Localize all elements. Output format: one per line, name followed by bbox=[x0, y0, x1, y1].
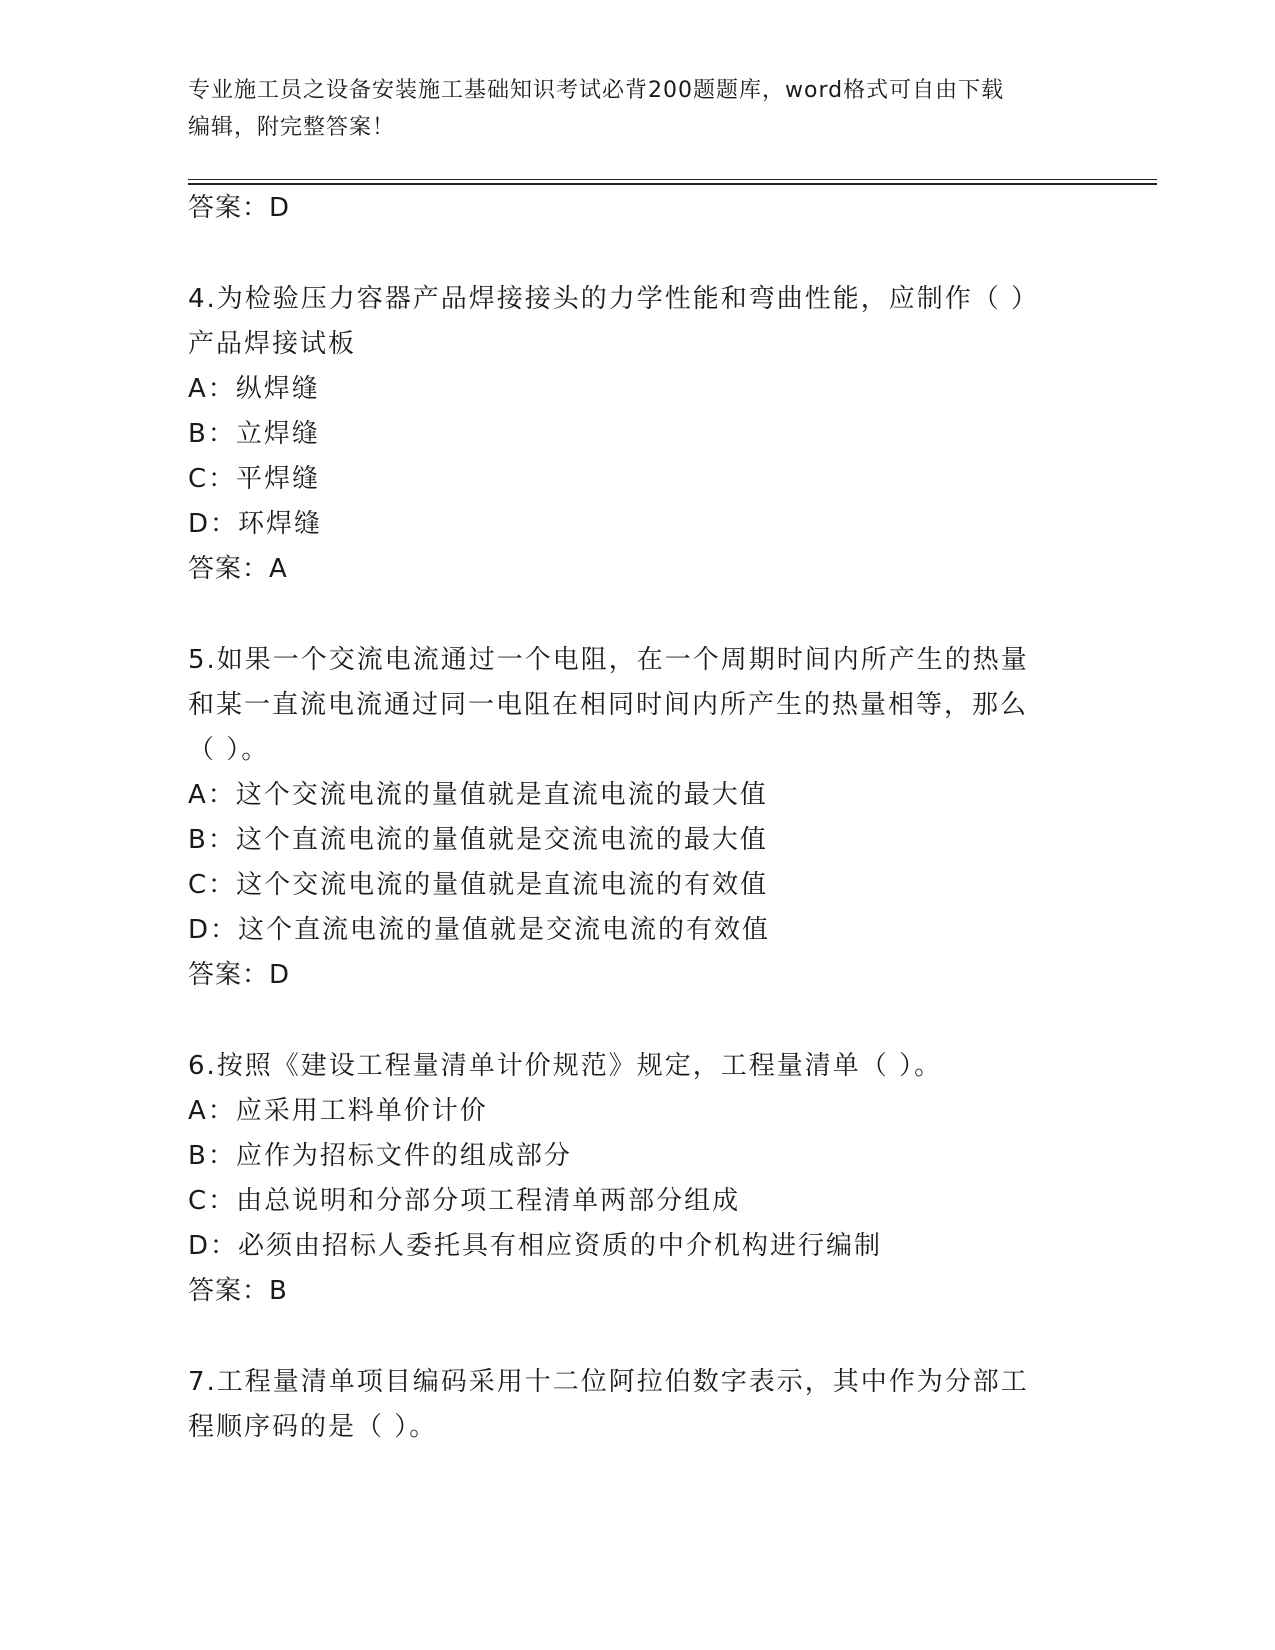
question-5-option-b: B：这个直流电流的量值就是交流电流的最大值 bbox=[188, 825, 768, 855]
header-divider-thick bbox=[188, 183, 1157, 185]
question-4-option-a: A：纵焊缝 bbox=[188, 374, 320, 404]
document-header bbox=[188, 72, 1068, 146]
answer-q4: 答案：A bbox=[188, 554, 288, 584]
question-6-option-a: A：应采用工料单价计价 bbox=[188, 1096, 488, 1126]
question-5-stem-line-1: 5.如果一个交流电流通过一个电阻，在一个周期时间内所产生的热量 bbox=[188, 645, 1029, 675]
question-6-option-d: D：必须由招标人委托具有相应资质的中介机构进行编制 bbox=[188, 1231, 883, 1261]
question-7-stem-line-1: 7.工程量清单项目编码采用十二位阿拉伯数字表示，其中作为分部工 bbox=[188, 1367, 1029, 1397]
header-divider-thin bbox=[188, 179, 1157, 180]
question-4-option-b: B：立焊缝 bbox=[188, 419, 320, 449]
answer-q5: 答案：D bbox=[188, 960, 291, 990]
question-5-option-d: D：这个直流电流的量值就是交流电流的有效值 bbox=[188, 915, 771, 945]
answer-q3: 答案：D bbox=[188, 193, 291, 223]
answer-q6: 答案：B bbox=[188, 1276, 288, 1306]
question-7-stem-line-2: 程顺序码的是（ ）。 bbox=[188, 1412, 438, 1442]
question-6-option-c: C：由总说明和分部分项工程清单两部分组成 bbox=[188, 1186, 741, 1216]
question-6-option-b: B：应作为招标文件的组成部分 bbox=[188, 1141, 572, 1171]
question-5-option-c: C：这个交流电流的量值就是直流电流的有效值 bbox=[188, 870, 769, 900]
question-4-option-c: C：平焊缝 bbox=[188, 464, 321, 494]
question-5-stem-line-2: 和某一直流电流通过同一电阻在相同时间内所产生的热量相等，那么 bbox=[188, 690, 1029, 720]
question-4-stem-line-1: 4.为检验压力容器产品焊接接头的力学性能和弯曲性能，应制作（ ） bbox=[188, 284, 1040, 314]
question-5-stem-line-3: （ ）。 bbox=[188, 735, 270, 765]
header-line-2: 编辑，附完整答案！ bbox=[188, 115, 396, 140]
question-4-option-d: D：环焊缝 bbox=[188, 509, 323, 539]
question-4-stem-line-2: 产品焊接试板 bbox=[188, 329, 357, 359]
question-6-stem-line-1: 6.按照《建设工程量清单计价规范》规定，工程量清单（ ）。 bbox=[188, 1051, 943, 1081]
header-line-1: 专业施工员之设备安装施工基础知识考试必背200题题库，word格式可自由下载 bbox=[188, 78, 1005, 103]
question-5-option-a: A：这个交流电流的量值就是直流电流的最大值 bbox=[188, 780, 768, 810]
